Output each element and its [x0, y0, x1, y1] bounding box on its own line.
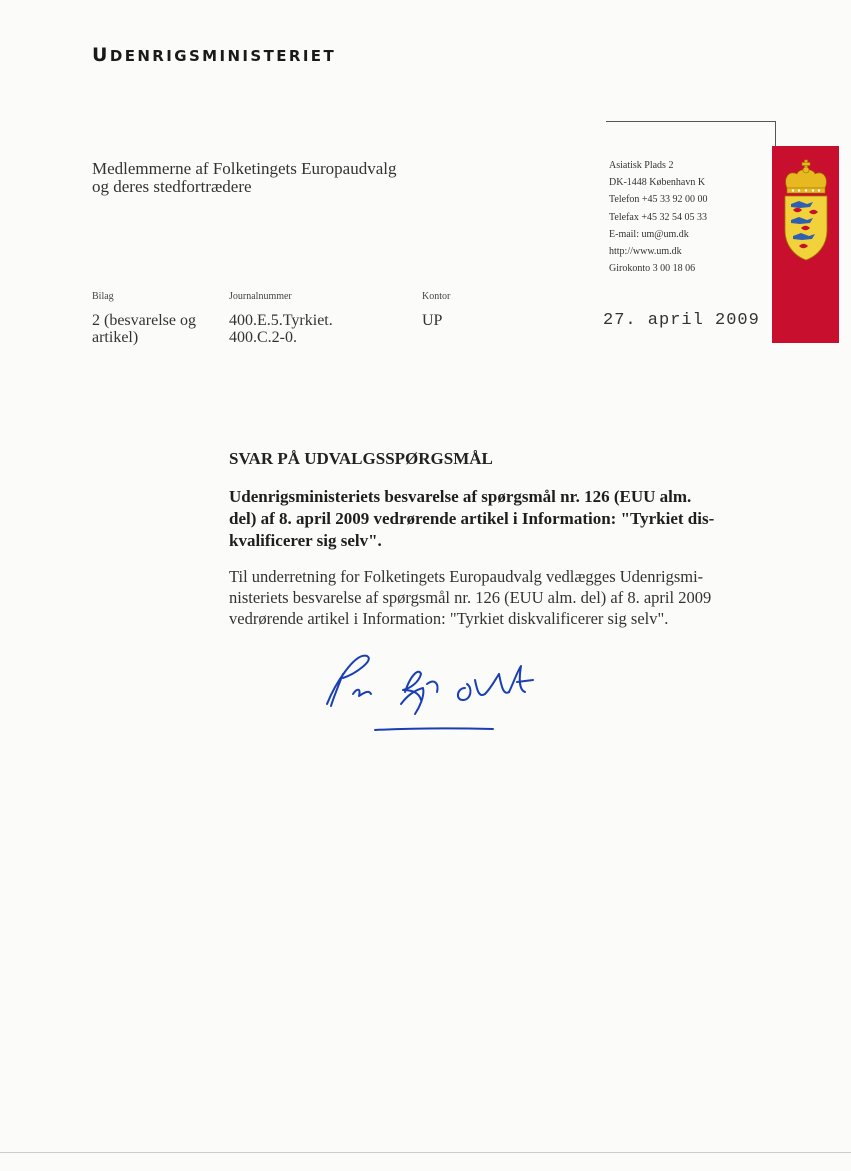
address-line: Asiatisk Plads 2: [609, 160, 674, 171]
journal-value-line-2: 400.C.2-0.: [229, 329, 297, 346]
kontor-value: UP: [422, 312, 443, 329]
bilag-value-line-2: artikel): [92, 329, 139, 346]
phone-line: Telefon +45 33 92 00 00: [609, 194, 708, 206]
ministry-letterhead: [92, 44, 336, 66]
email-line: E-mail: um@um.dk: [609, 228, 689, 240]
page-bottom-edge: [0, 1152, 851, 1153]
subject-line: Udenrigsministeriets besvarelse af spørgsmål nr. 126 (EUU alm.: [229, 487, 692, 506]
recipient-line-2: og deres stedfortrædere: [92, 177, 252, 196]
letter-date: 27. april 2009: [603, 311, 760, 330]
handwritten-signature: [315, 644, 545, 744]
address-block: [609, 157, 708, 277]
subject-line: kvalificerer sig selv".: [229, 531, 382, 550]
body-line: Til underretning for Folketingets Europaudvalg vedlægges Udenrigsmi-: [229, 567, 704, 586]
letter-body: [229, 566, 749, 629]
address-line: DK-1448 København K: [609, 177, 706, 189]
bilag-value: [92, 312, 196, 346]
ministry-name-rest: DENRIGSMINISTERIET: [109, 47, 337, 65]
letter-heading: SVAR PÅ UDVALGSSPØRGSMÅL: [229, 449, 493, 468]
subject-line: del) af 8. april 2009 vedrørende artikel i Information: "Tyrkiet dis-: [229, 509, 715, 528]
journal-value-line-1: 400.E.5.Tyrkiet.: [229, 312, 333, 329]
body-line: nisteriets besvarelse af spørgsmål nr. 126 (EUU alm. del) af 8. april 2009: [229, 588, 712, 607]
bilag-label: Bilag: [92, 291, 114, 302]
journal-value: [229, 312, 333, 346]
journal-label: Journalnummer: [229, 291, 292, 302]
address-rule-vertical: [775, 121, 776, 148]
bilag-value-line-1: 2 (besvarelse og: [92, 312, 196, 329]
address-rule-horizontal: [606, 121, 775, 122]
recipient-block: [92, 160, 397, 196]
body-line: vedrørende artikel i Information: "Tyrkiet diskvalificerer sig selv".: [229, 609, 669, 628]
recipient-line-1: Medlemmerne af Folketingets Europaudvalg: [92, 159, 397, 178]
ministry-initial: U: [92, 44, 110, 66]
danish-coat-of-arms-icon: [779, 158, 833, 262]
fax-line: Telefax +45 32 54 05 33: [609, 211, 707, 223]
kontor-label: Kontor: [422, 291, 451, 302]
website-line: http://www.um.dk: [609, 246, 682, 258]
letter-subject: [229, 486, 754, 552]
giro-line: Girokonto 3 00 18 06: [609, 263, 696, 275]
